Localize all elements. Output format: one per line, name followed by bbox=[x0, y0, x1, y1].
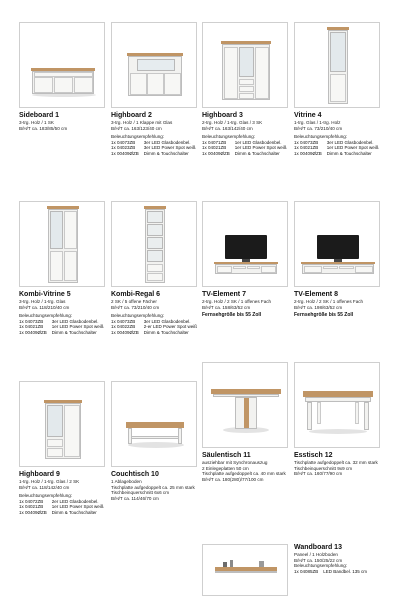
product-esstisch-12 bbox=[294, 362, 380, 477]
product-spec: Tischbeinquerschnitt 6x6 cm bbox=[111, 490, 170, 496]
lighting-heading: Beleuchtungsempfehlung: bbox=[294, 563, 348, 569]
product-title: Esstisch 12 bbox=[294, 452, 333, 459]
light-desc: 3er LED Glasbodenbel. bbox=[51, 318, 99, 324]
light-code: 1x 04072ZB bbox=[19, 498, 44, 504]
product-title: Highboard 2 bbox=[111, 112, 152, 119]
light-desc: Dimm & Touchschalter bbox=[51, 329, 97, 335]
product-dimensions: B/H/T ca. 118/210/40 cm bbox=[19, 304, 70, 310]
lighting-list bbox=[294, 140, 384, 157]
product-tv-element-8 bbox=[294, 201, 380, 318]
product-title: Highboard 9 bbox=[19, 471, 60, 478]
light-code: 1x 00409ØZB bbox=[19, 329, 47, 335]
product-spec: Tischplatte aufgedoppelt ca. 40 mm stark bbox=[202, 471, 286, 477]
product-spec: 2 SK / 5 offene Fächer bbox=[111, 299, 157, 304]
light-code: 1x 04073ZB bbox=[111, 318, 136, 324]
tv-size-note: Fernsehgröße bis 55 Zoll bbox=[294, 312, 354, 319]
product-spec: Tischplatte aufgedoppelt ca. 25 mm stark bbox=[111, 484, 195, 490]
product-highboard-2 bbox=[111, 22, 197, 157]
product-spec: Tischbeinquerschnitt 9x9 cm bbox=[294, 465, 353, 471]
product-sideboard-1 bbox=[19, 22, 105, 131]
product-image-saeulentisch-11 bbox=[202, 362, 288, 448]
product-dimensions: B/H/T ca. 73/210/40 cm bbox=[294, 125, 343, 131]
product-dimensions: B/H/T ca. 73/210/40 cm bbox=[111, 304, 160, 310]
light-code: 1x 00409ØZB bbox=[202, 150, 230, 156]
light-code: 1x 00409ØZB bbox=[294, 150, 322, 156]
light-code: 1x 04021ZB bbox=[19, 324, 44, 330]
light-desc: Dimm & Touchschalter bbox=[326, 150, 372, 156]
product-title: Vitrine 4 bbox=[294, 112, 322, 119]
product-wandboard-13 bbox=[294, 544, 400, 574]
product-title: Highboard 3 bbox=[202, 112, 243, 119]
light-desc: Dimm & Touchschalter bbox=[143, 150, 189, 156]
light-desc: Dimm & Touchschalter bbox=[234, 150, 280, 156]
light-desc: LED Bandbel. 135 cm bbox=[323, 568, 368, 574]
product-spec: 3-trg. Holz / 1-trg. Glas bbox=[19, 299, 66, 304]
product-kombi-regal-6 bbox=[111, 201, 197, 336]
product-image-wandboard-13 bbox=[202, 544, 288, 596]
light-code: 1x 00409ØZB bbox=[111, 150, 139, 156]
light-code: 1x 04073ZB bbox=[111, 139, 136, 145]
product-image-sideboard-1 bbox=[19, 22, 105, 108]
product-image-tv-element-8 bbox=[294, 201, 380, 287]
product-kombi-vitrine-5 bbox=[19, 201, 105, 336]
light-desc: 2er LED Glasbodenbel. bbox=[51, 498, 99, 504]
light-code: 1x 04073ZB bbox=[19, 318, 44, 324]
product-dimensions: B/H/T ca. 160/77/90 cm bbox=[294, 471, 343, 477]
product-spec: 3-trg. Holz / 1 Klappe mit Glas bbox=[111, 120, 173, 125]
product-tv-element-7 bbox=[202, 201, 288, 318]
product-title: Wandboard 13 bbox=[294, 544, 342, 551]
lighting-heading: Beleuchtungsempfehlung: bbox=[111, 313, 165, 319]
product-title: Kombi-Regal 6 bbox=[111, 291, 161, 298]
product-highboard-9 bbox=[19, 381, 105, 516]
product-spec: 1-trg. Glas / 1-trg. Holz bbox=[294, 120, 341, 125]
product-image-vitrine-4 bbox=[294, 22, 380, 108]
light-desc: 1er LED Power Spot weiß bbox=[51, 504, 104, 510]
product-spec: 2-trg. Holz / 2 SK / 1 offenes Fach bbox=[294, 299, 364, 304]
tv-size-note: Fernsehgröße bis 55 Zoll bbox=[202, 312, 262, 319]
product-dimensions: B/H/T ca. 183/85/50 cm bbox=[19, 125, 68, 131]
product-image-highboard-2 bbox=[111, 22, 197, 108]
product-title: Couchtisch 10 bbox=[111, 471, 159, 478]
light-desc: 1er LED Power Spot weiß bbox=[326, 145, 379, 151]
product-image-highboard-9 bbox=[19, 381, 105, 467]
product-saeulentisch-11 bbox=[202, 362, 288, 482]
product-title: Kombi-Vitrine 5 bbox=[19, 291, 71, 298]
light-desc: 3er LED Glasbodenbel. bbox=[326, 139, 374, 145]
light-desc: 3er LED Glasbodenbel. bbox=[143, 318, 191, 324]
light-desc: 2-er LED Power Spot weiß bbox=[143, 324, 198, 330]
light-desc: 1er LED Glasbodenbel. bbox=[234, 139, 282, 145]
product-image-highboard-3 bbox=[202, 22, 288, 108]
lighting-heading: Beleuchtungsempfehlung: bbox=[111, 134, 165, 140]
product-image-kombi-vitrine-5 bbox=[19, 201, 105, 287]
product-image-couchtisch-10 bbox=[111, 381, 197, 467]
lighting-list bbox=[19, 319, 109, 336]
product-spec: ausziehbar mit Synchronauszug bbox=[202, 460, 268, 465]
product-image-kombi-regal-6 bbox=[111, 201, 197, 287]
product-spec: 2-trg. Holz / 2 SK / 1 offenes Fach bbox=[202, 299, 272, 304]
lighting-heading: Beleuchtungsempfehlung: bbox=[19, 313, 73, 319]
product-title: TV-Element 7 bbox=[202, 291, 246, 298]
product-spec: 1 Ablageboden bbox=[111, 479, 142, 484]
light-desc: 3er LED Power Spot weiß bbox=[143, 145, 196, 151]
light-code: 1x 04021ZB bbox=[19, 504, 44, 510]
lighting-list bbox=[19, 499, 109, 516]
product-spec: 2 Einlegeplatten 50 cm bbox=[202, 465, 249, 471]
light-desc: 3er LED Glasbodenbel. bbox=[143, 139, 191, 145]
lighting-heading: Beleuchtungsempfehlung: bbox=[202, 134, 256, 140]
light-desc: 1er LED Power Spot weiß bbox=[234, 145, 287, 151]
light-code: 1x 04085ZB bbox=[294, 568, 319, 574]
light-code: 1x 00409ØZB bbox=[19, 509, 47, 515]
lighting-list bbox=[111, 140, 201, 157]
lighting-list bbox=[202, 140, 292, 157]
product-dimensions: B/H/T ca. 163/142/40 cm bbox=[202, 125, 253, 131]
product-highboard-3 bbox=[202, 22, 288, 157]
lighting-list bbox=[111, 319, 202, 336]
lighting-heading: Beleuchtungsempfehlung: bbox=[294, 134, 348, 140]
light-code: 1x 04021ZB bbox=[202, 145, 227, 151]
light-desc: Dimm & Touchschalter bbox=[51, 509, 97, 515]
product-vitrine-4 bbox=[294, 22, 380, 157]
light-code: 1x 04022ZB bbox=[111, 324, 136, 330]
light-desc: 1er LED Power Spot weiß bbox=[51, 324, 104, 330]
product-spec: Tischplatte aufgedoppelt ca. 32 mm stark bbox=[294, 460, 378, 465]
product-dimensions: B/H/T ca. 118/142/40 cm bbox=[19, 484, 70, 490]
light-code: 1x 04021ZB bbox=[294, 145, 319, 151]
product-dimensions: B/H/T ca. 198/63/52 cm bbox=[294, 304, 343, 310]
product-dimensions: B/H/T ca. 163/123/40 cm bbox=[111, 125, 162, 131]
light-code: 1x 04073ZB bbox=[294, 139, 319, 145]
product-spec: 2-trg. Holz / 1-trg. Glas / 3 SK bbox=[202, 120, 263, 125]
product-title: Säulentisch 11 bbox=[202, 452, 251, 459]
light-desc: Dimm & Touchschalter bbox=[143, 329, 189, 335]
product-spec: 3-trg. Holz / 1 SK bbox=[19, 120, 54, 125]
product-dimensions: B/H/T ca. 150/25/22 cm bbox=[294, 557, 343, 563]
product-spec: 1-trg. Holz / 1-trg. Glas / 2 SK bbox=[19, 479, 80, 484]
product-title: TV-Element 8 bbox=[294, 291, 338, 298]
product-image-tv-element-7 bbox=[202, 201, 288, 287]
light-code: 1x 04023ZB bbox=[111, 145, 136, 151]
product-dimensions: B/H/T ca. 158/63/52 cm bbox=[202, 304, 251, 310]
product-spec: Paneel / 1 Holzboden bbox=[294, 552, 338, 557]
light-code: 1x 04071ZB bbox=[202, 139, 227, 145]
product-dimensions: B/H/T ca. 180(280)/77/100 cm bbox=[202, 476, 264, 482]
lighting-heading: Beleuchtungsempfehlung: bbox=[19, 493, 73, 499]
light-code: 1x 00409ØZB bbox=[111, 329, 139, 335]
product-title: Sideboard 1 bbox=[19, 112, 60, 119]
product-image-esstisch-12 bbox=[294, 362, 380, 448]
product-image-wandboard-13-wrap bbox=[202, 544, 288, 596]
lighting-list bbox=[294, 569, 372, 575]
product-couchtisch-10 bbox=[111, 381, 197, 501]
product-dimensions: B/H/T ca. 114/46/70 cm bbox=[111, 495, 159, 501]
